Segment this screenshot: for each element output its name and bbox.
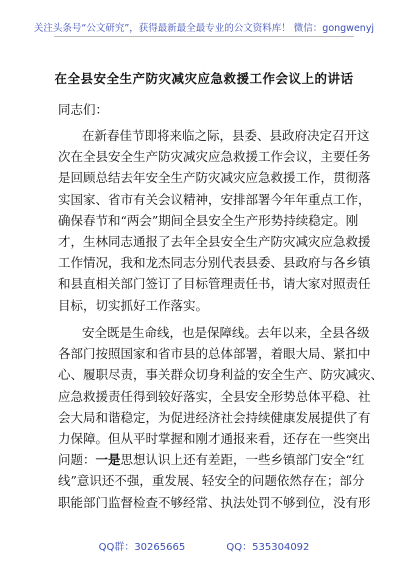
footer-qq: QQ：535304092 [226,542,310,553]
line-text: 问题： [58,452,96,468]
paragraph-line: 才，生林同志通报了去年全县安全生产防灾减灾应急救援 [58,233,371,249]
paragraph-line: 确保春节和“两会”期间全县安全生产形势持续稳定。刚 [58,212,359,228]
paragraph-line: 在新春佳节即将来临之际，县委、县政府决定召开这 [82,128,370,143]
paragraph-line: 应急救援责任得到较好落实，全县安全形势总体平稳、社 [58,388,371,404]
emphasis-text: 一是 [95,452,121,468]
paragraph-1 [58,125,371,316]
paragraph-line: 次在全县安全生产防灾减灾应急救援工作会议，主要任务 [58,149,371,165]
header-promo-text: 关注头条号“公文研究”，获得最新最全最专业的公文资料库！ 微信：gongwenyj [33,23,375,34]
paragraph-line: 和县直相关部门签订了目标管理责任书，请大家对照责任 [58,276,371,292]
header-divider [54,36,354,37]
paragraph-line [58,449,365,470]
paragraph-line: 工作情况，我和龙杰同志分别代表县委、县政府与各乡镇 [58,255,371,271]
paragraph-2 [58,322,384,513]
line-text: 思想认识上还有差距，一些乡镇部门安全“红 [120,452,365,468]
paragraph-line: 各部门按照国家和省市县的总体部署，着眼大局、紧扣中 [58,346,371,362]
salutation: 同志们： [58,102,109,117]
footer-qq-group: QQ群：30265665 [98,542,186,553]
paragraph-line: 心、履职尽责，事关群众切身利益的安全生产、防灾减灾、 [58,367,384,383]
paragraph-line: 是回顾总结去年安全生产防灾减灾应急救援工作，贯彻落 [58,170,371,186]
paragraph-line: 力保障。但从平时掌握和刚才通报来看，还存在一些突出 [58,430,371,446]
paragraph-line: 安全既是生命线，也是保障线。去年以来，全县各级 [82,325,370,340]
paragraph-line: 目标，切实抓好工作落实。 [58,297,209,313]
document-title: 在全县安全生产防灾减灾应急救援工作会议上的讲话 [54,71,354,86]
paragraph-line: 会大局和谐稳定，为促进经济社会持续健康发展提供了有 [58,409,371,425]
paragraph-line: 职能部门监督检查不够经常、执法处罚不够到位，没有形 [58,494,371,510]
paragraph-line: 实国家、省市有关会议精神，安排部署今年年重点工作， [58,191,371,207]
paragraph-line: 线”意识还不强，重发展、轻安全的问题依然存在；部分 [58,473,365,489]
footer-contact [0,538,408,553]
